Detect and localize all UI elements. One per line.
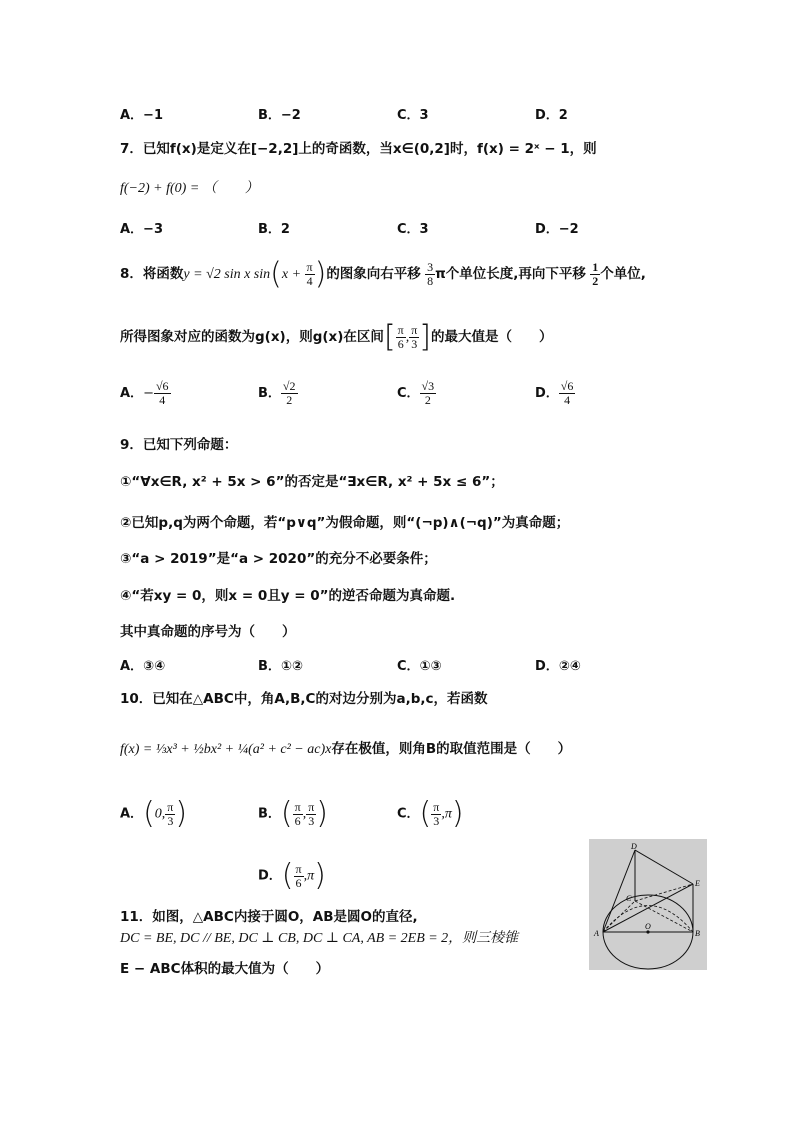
label-o: O (645, 922, 651, 931)
q10-suffix: 存在极值，则角B的取值范围是（ ） (331, 741, 572, 757)
q8-frac-pi4: $\frac{\pi}{4}$ (306, 260, 313, 288)
q9-item1: ①“∀x∈R, x² + 5x > 6”的否定是“∃x∈R, x² + 5x ≤ 6”； (120, 474, 504, 490)
q11-stem-line1: 11．如图，△ABC内接于圆O，AB是圆O的直径, (120, 909, 418, 925)
q8-prefix: 8．将函数 (120, 266, 184, 282)
q10-option-b: B．( $\frac{\pi}{6}$ , $\frac{\pi}{3}$ ) (258, 796, 328, 831)
q8-shift-unit: π个单位长度,再向下平移 (435, 266, 586, 282)
q8-interval-b: $\frac{\pi}{3}$ (411, 323, 418, 351)
q7-option-b: B．2 (258, 222, 290, 237)
q6-option-b: B．−2 (258, 108, 301, 123)
q8-formula: y = √2 sin x sin (183, 267, 271, 282)
q10-option-c: C．( $\frac{\pi}{3}$ ,π) (397, 796, 464, 831)
q11-stem-line2: DC = BE, DC // BE, DC ⊥ CB, DC ⊥ CA, AB = 2EB = 2，则三棱锥 (120, 931, 519, 946)
figure-background (589, 839, 707, 970)
label-b: B (695, 929, 700, 938)
q9-item3: ③“a > 2019”是“a > 2020”的充分不必要条件； (120, 551, 437, 567)
q8-mid: 的图象向右平移 (326, 266, 421, 282)
label-c: C (626, 894, 632, 903)
q9-ask: 其中真命题的序号为（ ） (120, 624, 296, 640)
q9-option-d: D．②④ (535, 659, 581, 674)
label-a: A (594, 929, 599, 938)
q10-stem-line1: 10．已知在△ABC中，角A,B,C的对边分别为a,b,c，若函数 (120, 691, 488, 707)
q8-stem-line2: 所得图象对应的函数为g(x)，则g(x)在区间[ $\frac{\pi}{6}$ , $\frac{\pi}{3}$ ]的最大值是（ ） (120, 319, 553, 355)
q7-option-d: D．−2 (535, 222, 579, 237)
q6-option-a: A．−1 (120, 108, 163, 123)
q6-option-d: D．2 (535, 108, 568, 123)
q10-option-d: D．( $\frac{\pi}{6}$ ,π) (258, 858, 326, 893)
q7-option-c: C．3 (397, 222, 429, 237)
q9-option-a: A．③④ (120, 659, 166, 674)
q9-item4: ④“若xy = 0，则x = 0且y = 0”的逆否命题为真命题. (120, 588, 456, 604)
q8-option-a: A．− $\frac{√6}{4}$ (120, 379, 169, 407)
q10-formula: f(x) = ⅓x³ + ½bx² + ¼(a² + c² − ac)x (120, 742, 332, 757)
q9-option-b: B．①② (258, 659, 303, 674)
q10-option-a: A．(0, $\frac{\pi}{3}$ ) (120, 796, 188, 831)
q10-stem-line2 (120, 740, 571, 759)
q9-title: 9．已知下列命题： (120, 437, 238, 453)
label-d: D (631, 842, 637, 851)
q6-option-c: C．3 (397, 108, 429, 123)
q7-stem-line1: 7．已知f(x)是定义在[−2,2]上的奇函数，当x∈(0,2]时，f(x) = 2ˣ − 1，则 (120, 141, 597, 157)
q8-line2-suffix: 的最大值是（ ） (431, 329, 553, 345)
label-e: E (695, 879, 700, 888)
q11-stem-line3: E − ABC体积的最大值为（ ） (120, 961, 330, 977)
q8-line2-prefix: 所得图象对应的函数为g(x)，则g(x)在区间 (120, 329, 384, 345)
q7-option-a: A．−3 (120, 222, 163, 237)
q9-option-c: C．①③ (397, 659, 442, 674)
q8-frac-down: $\frac{1}{2}$ (592, 260, 599, 288)
q8-end: 个单位, (600, 266, 646, 282)
q9-item2: ②已知p,q为两个命题，若“p∨q”为假命题，则“(¬p)∧(¬q)”为真命题； (120, 515, 570, 531)
q8-option-d: D． $\frac{√6}{4}$ (535, 379, 574, 407)
q8-interval-a: $\frac{\pi}{6}$ (397, 323, 404, 351)
q11-geometry-figure (589, 839, 707, 970)
q7-stem-line2: f(−2) + f(0) = （ ） (120, 181, 259, 196)
q8-option-c: C． $\frac{√3}{2}$ (397, 379, 435, 407)
q8-frac-shift: $\frac{3}{8}$ (427, 260, 434, 288)
q8-inner: x + (281, 267, 305, 282)
q8-stem-line1: 8．将函数y = √2 sin x sin(x + $\frac{\pi}{4}$ )的图象向右平移 $\frac{3}{8}$ π个单位长度,再向下平移 $\frac{1}{2}$ 个单位, (120, 256, 646, 292)
q8-option-b: B． $\frac{√2}{2}$ (258, 379, 296, 407)
